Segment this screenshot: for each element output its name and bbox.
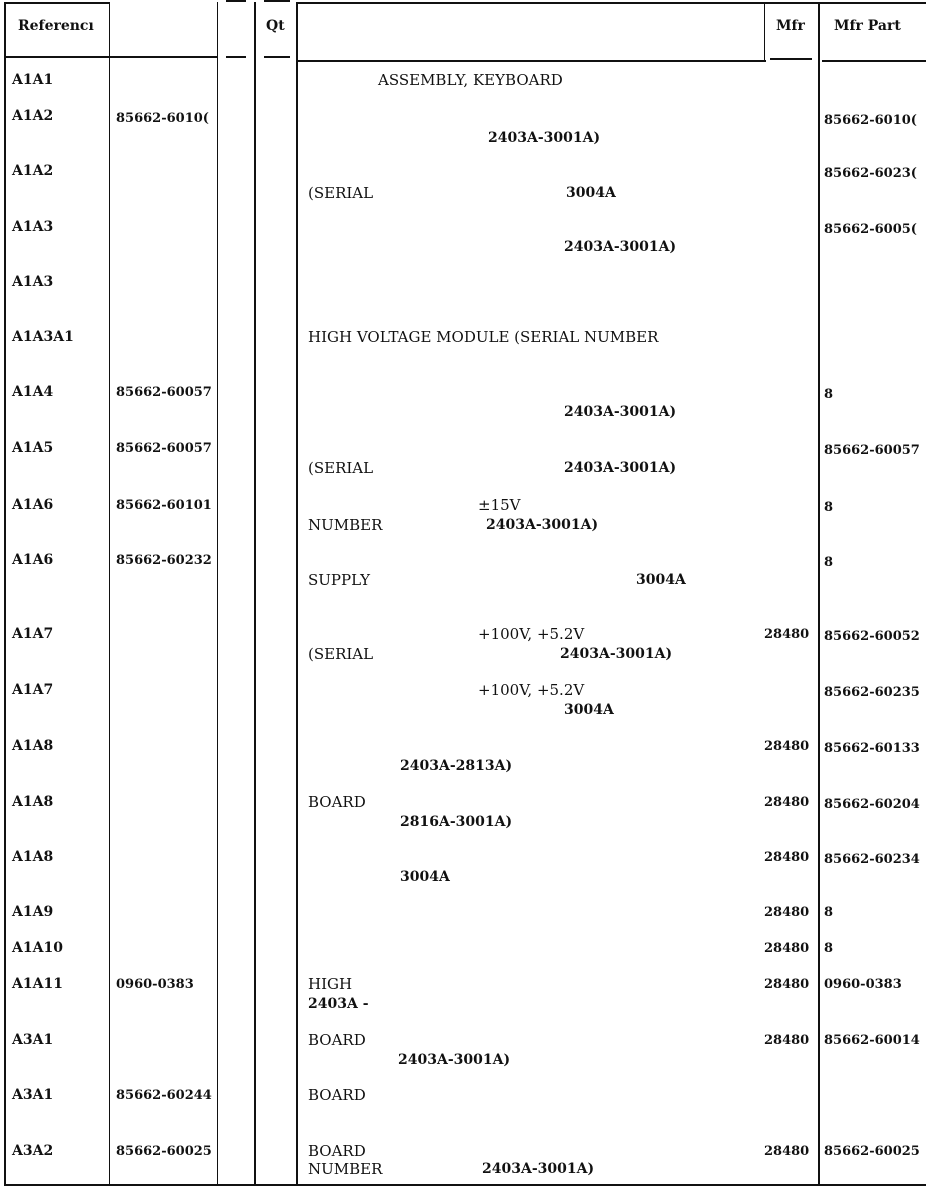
row-description-line2: NUMBER — [308, 516, 383, 534]
row-mfr-part: 85662-60133 — [824, 741, 920, 756]
row-description: HIGH VOLTAGE MODULE (SERIAL NUMBER — [308, 328, 659, 346]
row-description-serial: 3004A — [564, 702, 614, 718]
table-row — [0, 497, 926, 547]
row-description: BOARD — [308, 1031, 366, 1049]
row-mfr-part: 85662-6010( — [824, 113, 917, 128]
header-top-rule — [4, 2, 110, 4]
table-row — [0, 1032, 926, 1082]
header-bottom-rule-mpn — [822, 60, 926, 62]
row-mfr-part: 85662-6023( — [824, 166, 917, 181]
row-description: BOARD — [308, 793, 366, 811]
row-description-serial: 2403A-3001A) — [564, 239, 677, 255]
header-tick-2 — [264, 56, 290, 58]
row-part-number: 85662-60101 — [116, 498, 212, 513]
row-reference: A3A1 — [12, 1032, 54, 1048]
row-mfr-part: 85662-60057 — [824, 443, 920, 458]
row-mfr-code: 28480 — [764, 905, 810, 920]
table-row — [0, 626, 926, 676]
table-row — [0, 1143, 926, 1193]
row-reference: A1A6 — [12, 552, 54, 568]
row-description: BOARD — [308, 1086, 366, 1104]
row-mfr-part: 85662-60014 — [824, 1033, 920, 1048]
top-tick-b — [264, 0, 290, 2]
row-reference: A1A2 — [12, 163, 54, 179]
table-row — [0, 384, 926, 434]
row-mfr-code: 28480 — [764, 977, 810, 992]
row-mfr-part: 8 — [824, 941, 834, 956]
row-mfr-code: 28480 — [764, 739, 810, 754]
row-description-serial: 2816A-3001A) — [400, 814, 513, 830]
row-mfr-part: 85662-60052 — [824, 629, 920, 644]
row-part-number: 85662-60057 — [116, 441, 212, 456]
table-row — [0, 440, 926, 490]
row-mfr-part: 8 — [824, 500, 834, 515]
row-mfr-code: 28480 — [764, 1144, 810, 1159]
table-row — [0, 329, 926, 379]
row-part-number: 85662-60232 — [116, 553, 212, 568]
row-description: +100V, +5.2V — [478, 681, 585, 699]
row-reference: A1A10 — [12, 940, 63, 956]
row-part-number: 85662-6010( — [116, 111, 209, 126]
row-mfr-part: 8 — [824, 387, 834, 402]
row-reference: A1A11 — [12, 976, 63, 992]
row-reference: A1A8 — [12, 738, 54, 754]
row-part-number: 0960-0383 — [116, 977, 194, 992]
header-bottom-rule-ref — [4, 56, 218, 58]
row-description-serial: 2403A-3001A) — [564, 460, 677, 476]
row-mfr-part: 85662-60204 — [824, 797, 920, 812]
table-row — [0, 794, 926, 844]
row-description: SUPPLY — [308, 571, 371, 589]
header-mfr: Mfr — [776, 18, 805, 34]
row-description-serial: 2403A-3001A) — [488, 130, 601, 146]
row-description: +100V, +5.2V — [478, 625, 585, 643]
column-rule-desc-right — [764, 2, 765, 62]
row-reference: A1A2 — [12, 108, 54, 124]
row-description-serial: 2403A-3001A) — [398, 1052, 511, 1068]
row-reference: A1A8 — [12, 849, 54, 865]
table-row — [0, 682, 926, 732]
row-part-number: 85662-60057 — [116, 385, 212, 400]
row-description-serial: 3004A — [636, 572, 686, 588]
header-bottom-rule-desc — [298, 60, 766, 62]
row-description: HIGH — [308, 975, 353, 993]
row-reference: A1A3 — [12, 274, 54, 290]
row-mfr-part: 0960-0383 — [824, 977, 902, 992]
row-reference: A1A1 — [12, 72, 54, 88]
row-mfr-part: 8 — [824, 905, 834, 920]
table-row — [0, 738, 926, 788]
row-mfr-code: 28480 — [764, 627, 810, 642]
row-description: BOARD — [308, 1142, 366, 1160]
row-reference: A3A1 — [12, 1087, 54, 1103]
row-reference: A1A3A1 — [12, 329, 74, 345]
row-mfr-part: 85662-60235 — [824, 685, 920, 700]
row-mfr-part: 85662-60025 — [824, 1144, 920, 1159]
row-part-number: 85662-60025 — [116, 1144, 212, 1159]
row-mfr-code: 28480 — [764, 941, 810, 956]
header-reference: Referencı — [18, 18, 94, 34]
row-description-serial: 3004A — [400, 869, 450, 885]
table-row — [0, 219, 926, 269]
row-reference: A1A4 — [12, 384, 54, 400]
table-row — [0, 849, 926, 899]
table-row — [0, 552, 926, 602]
header-top-rule-right — [298, 2, 926, 4]
row-reference: A1A8 — [12, 794, 54, 810]
row-mfr-code: 28480 — [764, 795, 810, 810]
row-description: (SERIAL — [308, 459, 374, 477]
row-description: (SERIAL — [308, 184, 374, 202]
row-mfr-part: 85662-6005( — [824, 222, 917, 237]
row-mfr-code: 28480 — [764, 1033, 810, 1048]
row-description-serial: 2403A-3001A) — [486, 517, 599, 533]
table-row — [0, 108, 926, 158]
row-reference: A1A3 — [12, 219, 54, 235]
row-description-line2: (SERIAL — [308, 645, 374, 663]
row-mfr-code: 28480 — [764, 850, 810, 865]
row-reference: A1A7 — [12, 682, 54, 698]
row-mfr-part: 8 — [824, 555, 834, 570]
row-description: ASSEMBLY, KEYBOARD — [378, 71, 563, 89]
header-qty: Qt — [266, 18, 285, 34]
row-mfr-part: 85662-60234 — [824, 852, 920, 867]
row-reference: A1A6 — [12, 497, 54, 513]
table-row — [0, 274, 926, 324]
row-description-serial: 2403A-3001A) — [564, 404, 677, 420]
row-description-serial: 2403A-2813A) — [400, 758, 513, 774]
row-reference: A3A2 — [12, 1143, 54, 1159]
header-mfr-part: Mfr Part — [834, 18, 901, 34]
row-description: ±15V — [478, 496, 521, 514]
table-row — [0, 163, 926, 213]
row-description-serial: 3004A — [566, 185, 616, 201]
row-reference: A1A5 — [12, 440, 54, 456]
header-tick-1 — [226, 56, 246, 58]
table-row — [0, 1087, 926, 1137]
top-tick-a — [226, 0, 246, 2]
row-description-serial: 2403A-3001A) — [560, 646, 673, 662]
table-row — [0, 976, 926, 1026]
row-description-serial: 2403A-3001A) — [482, 1161, 595, 1177]
row-reference: A1A9 — [12, 904, 54, 920]
row-description-serial: 2403A - — [308, 996, 369, 1012]
header-bottom-rule-mfr — [770, 58, 812, 60]
row-reference: A1A7 — [12, 626, 54, 642]
row-description-line2: NUMBER — [308, 1160, 383, 1178]
row-part-number: 85662-60244 — [116, 1088, 212, 1103]
